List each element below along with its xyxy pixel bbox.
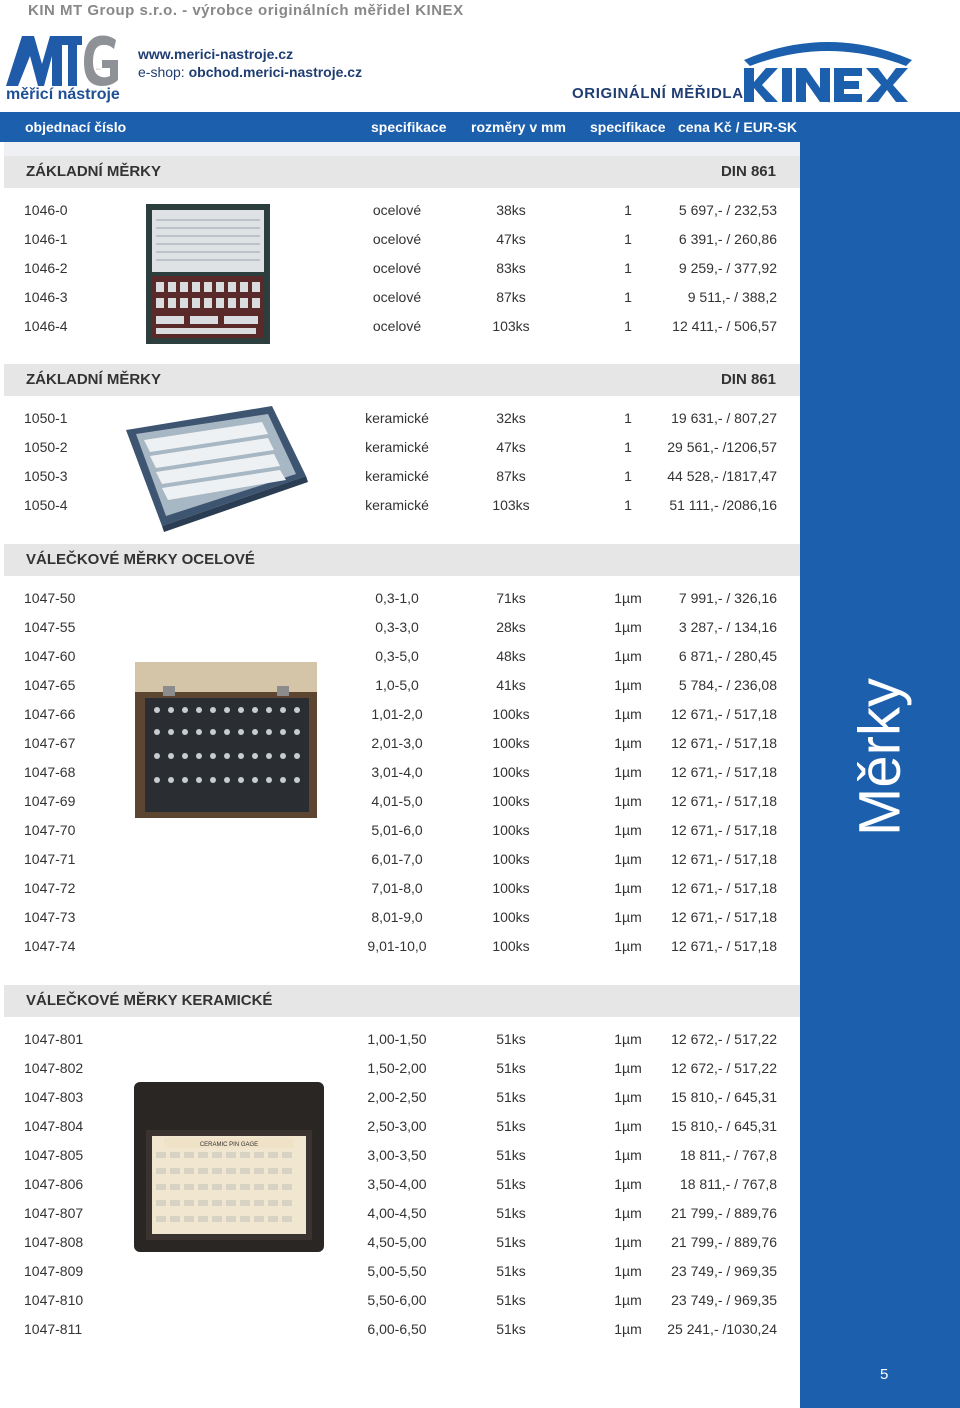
cell-price: 51 111,- /2086,16 — [669, 497, 777, 513]
cell-specification: 4,00-4,50 — [367, 1205, 427, 1221]
cell-specification-2: 1 — [624, 468, 632, 484]
cell-order-number: 1050-4 — [24, 497, 68, 513]
cell-order-number: 1047-805 — [24, 1147, 84, 1163]
cell-order-number: 1047-810 — [24, 1292, 84, 1308]
section-header — [4, 156, 800, 188]
cell-specification: 3,01-4,0 — [371, 764, 423, 780]
cell-specification-2: 1 — [624, 231, 632, 247]
original-gauges-label: ORIGINÁLNÍ MĚŘIDLA — [572, 85, 744, 102]
cell-price: 12 671,- / 517,18 — [671, 822, 777, 838]
cell-dimensions: 100ks — [492, 706, 530, 722]
cell-dimensions: 87ks — [496, 289, 526, 305]
cell-specification-2: 1 — [624, 318, 632, 334]
website-link[interactable]: www.merici-nastroje.cz — [138, 46, 294, 62]
cell-specification: 1,00-1,50 — [367, 1031, 427, 1047]
table-row — [0, 787, 800, 816]
cell-specification: 0,3-3,0 — [375, 619, 419, 635]
cell-dimensions: 51ks — [496, 1089, 526, 1105]
cell-order-number: 1047-74 — [24, 938, 76, 954]
table-row — [0, 1141, 800, 1170]
cell-dimensions: 47ks — [496, 439, 526, 455]
cell-price: 12 671,- / 517,18 — [671, 706, 777, 722]
table-row — [0, 1315, 800, 1344]
cell-specification: ocelové — [372, 318, 422, 334]
table-row — [0, 903, 800, 932]
cell-order-number: 1050-3 — [24, 468, 68, 484]
cell-dimensions: 51ks — [496, 1321, 526, 1337]
cell-price: 12 671,- / 517,18 — [671, 909, 777, 925]
cell-specification-2: 1 — [624, 410, 632, 426]
page-number: 5 — [880, 1366, 889, 1383]
cell-order-number: 1047-802 — [24, 1060, 84, 1076]
section-title: VÁLEČKOVÉ MĚRKY OCELOVÉ — [26, 551, 255, 568]
section-standard: DIN 861 — [720, 371, 776, 388]
cell-order-number: 1047-806 — [24, 1176, 84, 1192]
cell-price: 21 799,- / 889,76 — [671, 1205, 777, 1221]
cell-order-number: 1047-68 — [24, 764, 76, 780]
cell-price: 44 528,- /1817,47 — [667, 468, 777, 484]
cell-dimensions: 51ks — [496, 1147, 526, 1163]
cell-specification: keramické — [365, 410, 429, 426]
cell-order-number: 1047-70 — [24, 822, 76, 838]
cell-dimensions: 100ks — [492, 735, 530, 751]
table-row — [0, 642, 800, 671]
cell-order-number: 1046-2 — [24, 260, 68, 276]
cell-specification-2: 1 — [624, 202, 632, 218]
cell-price: 7 991,- / 326,16 — [678, 590, 777, 606]
cell-price: 12 671,- / 517,18 — [671, 735, 777, 751]
section-header — [4, 985, 800, 1017]
eshop-line — [138, 64, 362, 80]
cell-order-number: 1046-3 — [24, 289, 68, 305]
sidebar-vertical-title: Měrky — [847, 678, 913, 836]
kinex-brand-text: KINEX — [828, 103, 832, 104]
cell-dimensions: 51ks — [496, 1176, 526, 1192]
cell-price: 12 672,- / 517,22 — [671, 1060, 777, 1076]
cell-specification: 6,00-6,50 — [367, 1321, 427, 1337]
cell-dimensions: 51ks — [496, 1263, 526, 1279]
cell-specification-2: 1µm — [614, 764, 642, 780]
cell-dimensions: 83ks — [496, 260, 526, 276]
cell-specification: 1,0-5,0 — [375, 677, 419, 693]
cell-specification-2: 1µm — [614, 822, 642, 838]
cell-dimensions: 32ks — [496, 410, 526, 426]
table-row — [0, 1286, 800, 1315]
cell-dimensions: 51ks — [496, 1205, 526, 1221]
table-row — [0, 254, 800, 283]
cell-price: 5 784,- / 236,08 — [678, 677, 777, 693]
cell-order-number: 1047-801 — [24, 1031, 84, 1047]
table-row — [0, 196, 800, 225]
cell-dimensions: 100ks — [492, 851, 530, 867]
cell-order-number: 1047-69 — [24, 793, 76, 809]
cell-specification: ocelové — [372, 289, 422, 305]
section-header — [4, 364, 800, 396]
cell-specification: 2,01-3,0 — [371, 735, 423, 751]
cell-order-number: 1047-72 — [24, 880, 76, 896]
cell-order-number: 1047-809 — [24, 1263, 84, 1279]
cell-specification: 5,00-5,50 — [367, 1263, 427, 1279]
cell-order-number: 1047-807 — [24, 1205, 84, 1221]
cell-order-number: 1047-811 — [24, 1321, 83, 1337]
cell-order-number: 1047-50 — [24, 590, 76, 606]
cell-order-number: 1047-803 — [24, 1089, 84, 1105]
col-order-number: objednací číslo — [25, 119, 127, 135]
table-row — [0, 404, 800, 433]
cell-price: 15 810,- / 645,31 — [671, 1118, 777, 1134]
cell-specification: keramické — [365, 497, 429, 513]
cell-specification-2: 1 — [624, 439, 632, 455]
section-title: VÁLEČKOVÉ MĚRKY KERAMICKÉ — [26, 992, 273, 1009]
table-row — [0, 700, 800, 729]
kinex-logo — [740, 34, 916, 104]
cell-specification: 4,01-5,0 — [371, 793, 423, 809]
cell-order-number: 1047-808 — [24, 1234, 84, 1250]
cell-specification-2: 1µm — [614, 1205, 642, 1221]
cell-price: 23 749,- / 969,35 — [671, 1292, 777, 1308]
ceramic-pin-gage-label: CERAMIC PIN GAGE — [199, 1142, 259, 1148]
table-row — [0, 1025, 800, 1054]
cell-price: 6 871,- / 280,45 — [678, 648, 777, 664]
cell-specification: ocelové — [372, 231, 422, 247]
table-row — [0, 312, 800, 341]
table-row — [0, 932, 800, 961]
cell-specification: 9,01-10,0 — [367, 938, 427, 954]
cell-specification: ocelové — [372, 202, 422, 218]
cell-specification-2: 1µm — [614, 851, 642, 867]
col-specification: specifikace — [371, 119, 447, 135]
cell-dimensions: 103ks — [492, 318, 530, 334]
cell-price: 12 411,- / 506,57 — [672, 318, 777, 334]
cell-price: 3 287,- / 134,16 — [678, 619, 777, 635]
eshop-link[interactable]: obchod.merici-nastroje.cz — [188, 64, 363, 80]
col-dimensions: rozměry v mm — [471, 119, 566, 135]
sidebar — [800, 142, 960, 1408]
section-header — [4, 544, 800, 576]
cell-order-number: 1047-66 — [24, 706, 76, 722]
cell-specification-2: 1µm — [614, 909, 642, 925]
cell-specification-2: 1µm — [614, 1234, 642, 1250]
table-row — [0, 491, 800, 520]
cell-price: 9 259,- / 377,92 — [678, 260, 777, 276]
table-row — [0, 758, 800, 787]
cell-price: 12 671,- / 517,18 — [671, 880, 777, 896]
cell-specification-2: 1µm — [614, 1292, 642, 1308]
cell-specification: 4,50-5,00 — [367, 1234, 427, 1250]
cell-price: 18 811,- / 767,8 — [679, 1176, 777, 1192]
cell-price: 23 749,- / 969,35 — [671, 1263, 777, 1279]
cell-specification-2: 1µm — [614, 1147, 642, 1163]
cell-price: 29 561,- /1206,57 — [667, 439, 777, 455]
table-row — [0, 462, 800, 491]
cell-order-number: 1047-67 — [24, 735, 76, 751]
cell-dimensions: 28ks — [496, 619, 526, 635]
eshop-label: e-shop: — [138, 64, 185, 80]
section-title: ZÁKLADNÍ MĚRKY — [26, 163, 161, 180]
cell-order-number: 1050-2 — [24, 439, 68, 455]
cell-dimensions: 51ks — [496, 1031, 526, 1047]
cell-specification: 5,50-6,00 — [367, 1292, 427, 1308]
pin-gauge-set-steel-photo — [135, 662, 317, 818]
cell-price: 6 391,- / 260,86 — [678, 231, 777, 247]
cell-specification-2: 1µm — [614, 938, 642, 954]
cell-dimensions: 71ks — [496, 590, 526, 606]
cell-specification-2: 1µm — [614, 735, 642, 751]
cell-specification: 2,00-2,50 — [367, 1089, 427, 1105]
sidebar-title-box — [844, 672, 916, 842]
table-row — [0, 845, 800, 874]
table-row — [0, 671, 800, 700]
table-row — [0, 816, 800, 845]
section-title: ZÁKLADNÍ MĚRKY — [26, 371, 161, 388]
cell-specification-2: 1µm — [614, 1089, 642, 1105]
cell-specification: 0,3-5,0 — [375, 648, 419, 664]
cell-specification: 6,01-7,0 — [371, 851, 423, 867]
cell-specification-2: 1µm — [614, 1176, 642, 1192]
cell-price: 12 671,- / 517,18 — [671, 764, 777, 780]
cell-dimensions: 100ks — [492, 793, 530, 809]
cell-price: 15 810,- / 645,31 — [671, 1089, 777, 1105]
column-header-bar — [0, 112, 960, 142]
cell-specification: keramické — [365, 468, 429, 484]
cell-dimensions: 100ks — [492, 764, 530, 780]
cell-price: 12 672,- / 517,22 — [671, 1031, 777, 1047]
cell-order-number: 1047-804 — [24, 1118, 84, 1134]
table-row — [0, 1054, 800, 1083]
cell-price: 19 631,- / 807,27 — [671, 410, 777, 426]
logo-caption: měřicí nástroje — [6, 86, 120, 103]
table-row — [0, 1228, 800, 1257]
cell-price: 9 511,- / 388,2 — [687, 289, 777, 305]
cell-specification-2: 1µm — [614, 793, 642, 809]
table-row — [0, 225, 800, 254]
cell-specification-2: 1 — [624, 289, 632, 305]
cell-order-number: 1047-73 — [24, 909, 76, 925]
cell-dimensions: 51ks — [496, 1118, 526, 1134]
cell-specification-2: 1µm — [614, 677, 642, 693]
table-row — [0, 874, 800, 903]
cell-specification: 0,3-1,0 — [375, 590, 419, 606]
mtg-logo-text: MTG — [96, 69, 101, 71]
cell-specification-2: 1µm — [614, 1263, 642, 1279]
cell-price: 25 241,- /1030,24 — [667, 1321, 777, 1337]
header-shade — [4, 142, 800, 156]
table-row — [0, 1170, 800, 1199]
table-row — [0, 1112, 800, 1141]
cell-dimensions: 47ks — [496, 231, 526, 247]
cell-specification-2: 1µm — [614, 1060, 642, 1076]
table-row — [0, 433, 800, 462]
cell-price: 12 671,- / 517,18 — [671, 851, 777, 867]
col-price: cena Kč / EUR-SK — [678, 119, 798, 135]
col-specification-2: specifikace — [590, 119, 666, 135]
cell-order-number: 1047-65 — [24, 677, 76, 693]
cell-specification-2: 1 — [624, 497, 632, 513]
cell-specification-2: 1µm — [614, 590, 642, 606]
cell-specification: ocelové — [372, 260, 422, 276]
table-row — [0, 1199, 800, 1228]
cell-order-number: 1047-71 — [24, 851, 76, 867]
company-line: KIN MT Group s.r.o. - výrobce originálních měřidel KINEX — [28, 2, 464, 19]
table-row — [0, 584, 800, 613]
cell-specification-2: 1µm — [614, 648, 642, 664]
cell-order-number: 1046-0 — [24, 202, 68, 218]
cell-specification: 5,01-6,0 — [371, 822, 423, 838]
cell-specification: 7,01-8,0 — [371, 880, 423, 896]
cell-dimensions: 48ks — [496, 648, 526, 664]
table-row — [0, 283, 800, 312]
cell-specification: 1,01-2,0 — [371, 706, 423, 722]
cell-dimensions: 100ks — [492, 880, 530, 896]
pin-gauge-set-ceramic-photo — [134, 1082, 324, 1252]
cell-price: 21 799,- / 889,76 — [671, 1234, 777, 1250]
cell-dimensions: 100ks — [492, 909, 530, 925]
cell-dimensions: 51ks — [496, 1060, 526, 1076]
gauge-block-set-steel-photo — [146, 204, 270, 344]
gauge-block-set-ceramic-photo — [122, 404, 308, 532]
table-row — [0, 613, 800, 642]
cell-dimensions: 51ks — [496, 1234, 526, 1250]
cell-specification-2: 1µm — [614, 1321, 642, 1337]
cell-specification: 8,01-9,0 — [371, 909, 423, 925]
cell-order-number: 1050-1 — [24, 410, 68, 426]
cell-specification-2: 1µm — [614, 1118, 642, 1134]
cell-dimensions: 41ks — [496, 677, 526, 693]
cell-dimensions: 103ks — [492, 497, 530, 513]
cell-price: 12 671,- / 517,18 — [671, 793, 777, 809]
cell-order-number: 1046-1 — [24, 231, 68, 247]
cell-specification-2: 1µm — [614, 619, 642, 635]
cell-dimensions: 38ks — [496, 202, 526, 218]
cell-order-number: 1047-55 — [24, 619, 76, 635]
cell-specification-2: 1µm — [614, 1031, 642, 1047]
cell-dimensions: 51ks — [496, 1292, 526, 1308]
cell-dimensions: 100ks — [492, 938, 530, 954]
cell-specification: 3,50-4,00 — [367, 1176, 427, 1192]
table-row — [0, 1083, 800, 1112]
cell-specification: 1,50-2,00 — [367, 1060, 427, 1076]
cell-specification-2: 1µm — [614, 706, 642, 722]
cell-specification: 3,00-3,50 — [367, 1147, 427, 1163]
cell-price: 12 671,- / 517,18 — [671, 938, 777, 954]
cell-specification-2: 1µm — [614, 880, 642, 896]
cell-dimensions: 87ks — [496, 468, 526, 484]
table-row — [0, 1257, 800, 1286]
cell-specification: 2,50-3,00 — [367, 1118, 427, 1134]
cell-specification-2: 1 — [624, 260, 632, 276]
cell-order-number: 1047-60 — [24, 648, 76, 664]
cell-specification: keramické — [365, 439, 429, 455]
cell-price: 18 811,- / 767,8 — [679, 1147, 777, 1163]
cell-price: 5 697,- / 232,53 — [678, 202, 777, 218]
table-row — [0, 729, 800, 758]
section-standard: DIN 861 — [720, 163, 776, 180]
cell-order-number: 1046-4 — [24, 318, 68, 334]
cell-dimensions: 100ks — [492, 822, 530, 838]
